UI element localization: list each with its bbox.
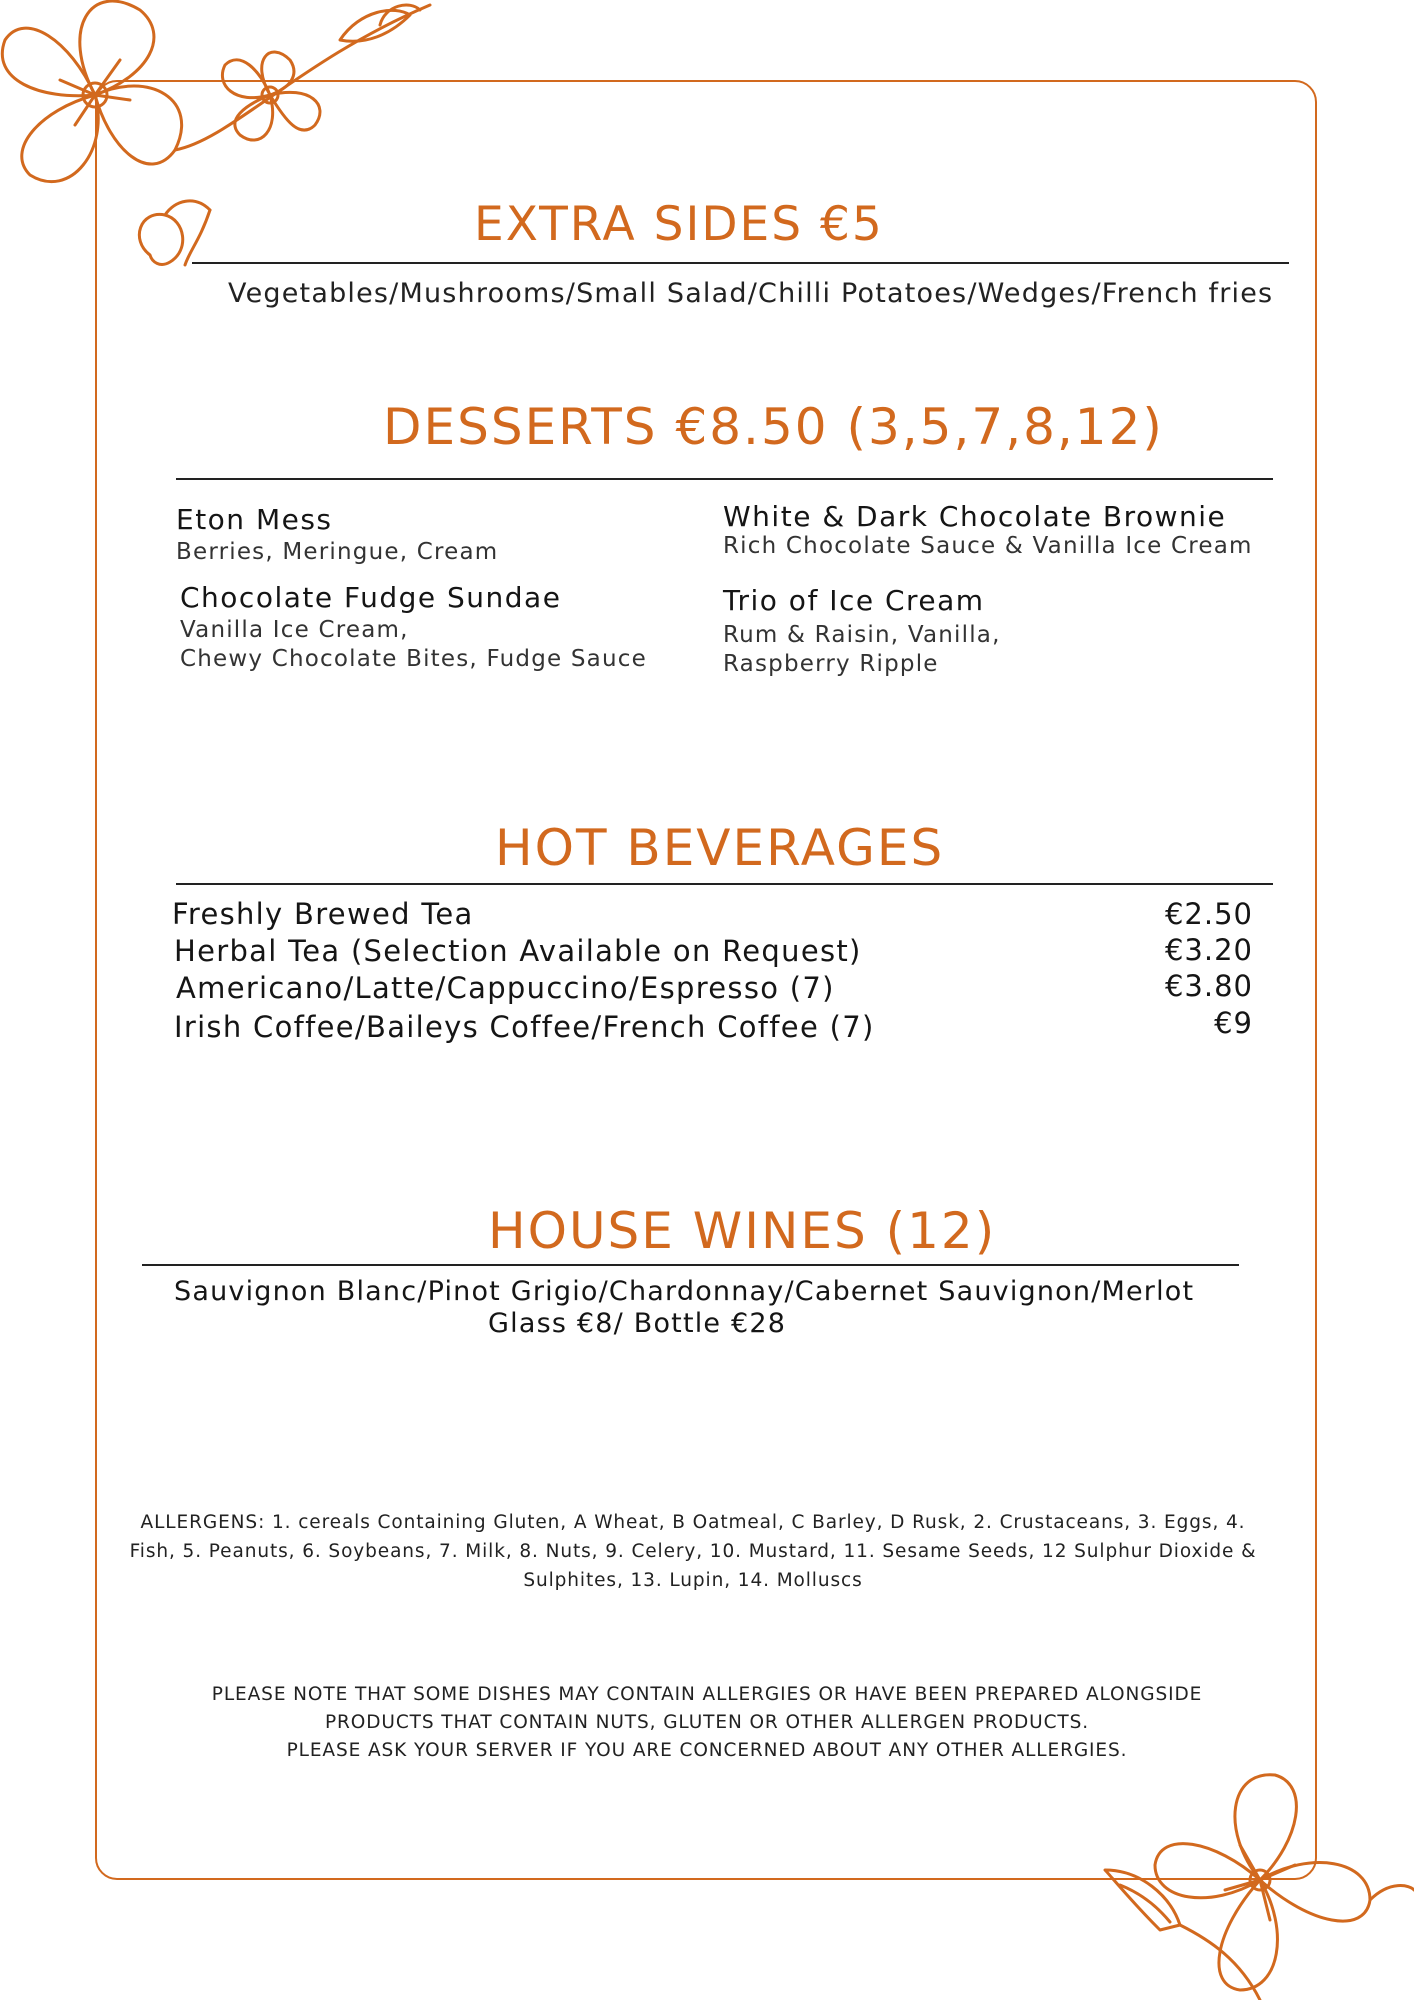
extra-sides-divider: [192, 262, 1289, 264]
desserts-title: DESSERTS €8.50 (3,5,7,8,12): [383, 398, 1164, 456]
beverage-name: Americano/Latte/Cappuccino/Espresso (7): [176, 971, 835, 1005]
dessert-description: Vanilla Ice Cream,: [180, 617, 409, 643]
house-wines-title: HOUSE WINES (12): [488, 1202, 997, 1260]
hot-beverages-divider: [176, 883, 1273, 885]
desserts-divider: [176, 478, 1273, 480]
large-flower-petal: [1219, 1880, 1277, 1990]
house-wines-pricing: Glass €8/ Bottle €28: [488, 1308, 787, 1339]
dessert-name: White & Dark Chocolate Brownie: [723, 500, 1227, 533]
dessert-description: Berries, Meringue, Cream: [176, 539, 499, 565]
beverage-price: €3.20: [1164, 933, 1253, 967]
beverage-price: €9: [1214, 1006, 1253, 1040]
beverage-name: Irish Coffee/Baileys Coffee/French Coffee (7): [174, 1010, 875, 1044]
beverage-price: €2.50: [1164, 897, 1253, 931]
notice-line: PLEASE ASK YOUR SERVER IF YOU ARE CONCERNED ABOUT ANY OTHER ALLERGIES.: [286, 1740, 1128, 1761]
house-wines-varieties: Sauvignon Blanc/Pinot Grigio/Chardonnay/Cabernet Sauvignon/Merlot: [174, 1276, 1195, 1307]
dessert-description: Rum & Raisin, Vanilla,: [723, 622, 1001, 648]
beverage-name: Herbal Tea (Selection Available on Request): [174, 934, 862, 968]
hot-beverages-title: HOT BEVERAGES: [495, 819, 945, 877]
dessert-description: Rich Chocolate Sauce & Vanilla Ice Cream: [723, 533, 1253, 559]
dessert-name: Trio of Ice Cream: [723, 584, 985, 617]
allergens-info: ALLERGENS: 1. cereals Containing Gluten, A Wheat, B Oatmeal, C Barley, D Rusk, 2. Crustaceans, 3. Eggs, 4. Fish, 5. Peanuts, 6. Soybeans, 7. Milk, 8. Nuts, 9. Celery, 10. Mustard, 11. Sesame Seeds, 12 Sulphur Dioxide & Sulphites, 13. Lupin, 14. Molluscs: [129, 1512, 1257, 1591]
flower-bud: [139, 214, 182, 264]
notice-line: PRODUCTS THAT CONTAIN NUTS, GLUTEN OR OTHER ALLERGEN PRODUCTS.: [324, 1712, 1090, 1733]
notice-line: PLEASE NOTE THAT SOME DISHES MAY CONTAIN ALLERGIES OR HAVE BEEN PREPARED ALONGSIDE: [211, 1684, 1203, 1705]
extra-sides-title: EXTRA SIDES €5: [474, 197, 884, 252]
dessert-description: Raspberry Ripple: [723, 651, 939, 677]
flower-decoration-top-left: [0, 0, 470, 280]
dessert-name: Eton Mess: [176, 503, 333, 536]
house-wines-divider: [142, 1264, 1239, 1266]
flower-decoration-bottom-right: [1100, 1750, 1414, 2000]
extra-sides-items: Vegetables/Mushrooms/Small Salad/Chilli Potatoes/Wedges/French fries: [228, 278, 1274, 309]
leaf: [1370, 1886, 1414, 1900]
large-flower-petal: [80, 1, 154, 95]
beverage-price: €3.80: [1164, 969, 1253, 1003]
flower-stem: [175, 5, 430, 150]
beverage-name: Freshly Brewed Tea: [172, 897, 474, 931]
dessert-description: Chewy Chocolate Bites, Fudge Sauce: [180, 646, 647, 672]
leaf: [340, 10, 410, 41]
dessert-name: Chocolate Fudge Sundae: [180, 581, 562, 614]
large-flower-petal: [1235, 1775, 1296, 1880]
